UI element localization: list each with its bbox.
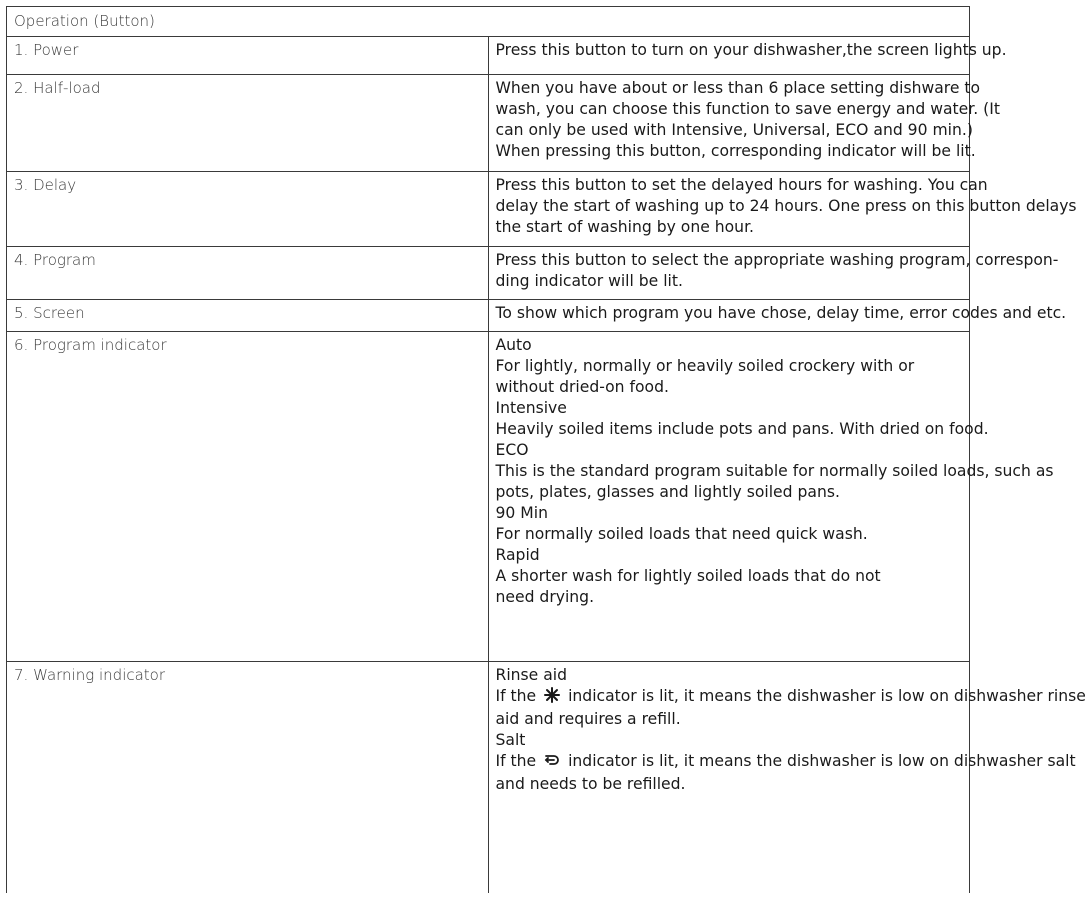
text-line: the start of washing by one hour.	[495, 218, 754, 236]
row-description	[488, 247, 1059, 300]
table-row	[7, 300, 970, 332]
text-fragment: indicator is lit, it means the dishwasher is low on dishwasher rinse	[568, 687, 1086, 705]
text-line: Press this button to turn on your dishwasher,the screen lights up.	[495, 41, 1007, 59]
program-name: Rapid	[495, 546, 540, 564]
row-description	[488, 300, 1067, 332]
table-row	[7, 247, 970, 300]
rinse-aid-icon	[543, 687, 561, 709]
row-description	[488, 37, 1007, 75]
text-line: aid and requires a refill.	[495, 710, 681, 728]
row-description	[488, 75, 1000, 172]
text-line: wash, you can choose this function to save energy and water. (It	[495, 100, 1000, 118]
text-line: This is the standard program suitable for normally soiled loads, such as	[495, 462, 1054, 480]
row-label: 7. Warning indicator	[7, 662, 489, 894]
text-line: without dried-on food.	[495, 378, 669, 396]
row-label: 2. Half-load	[7, 75, 489, 172]
text-fragment: indicator is lit, it means the dishwasher is low on dishwasher salt	[568, 752, 1076, 770]
row-label: 3. Delay	[7, 172, 489, 247]
text-line	[495, 686, 1086, 709]
text-line: When pressing this button, corresponding indicator will be lit.	[495, 142, 976, 160]
text-fragment: If the	[495, 687, 537, 705]
text-line: ding indicator will be lit.	[495, 272, 683, 290]
program-name: 90 Min	[495, 504, 548, 522]
table-header-row	[7, 7, 970, 37]
text-line: For lightly, normally or heavily soiled crockery with or	[495, 357, 915, 375]
table-header: Operation (Button)	[7, 7, 970, 37]
program-name: Intensive	[495, 399, 567, 417]
row-description	[488, 172, 1077, 247]
row-label: 6. Program indicator	[7, 332, 489, 662]
text-line: and needs to be refilled.	[495, 775, 686, 793]
text-line: pots, plates, glasses and lightly soiled pans.	[495, 483, 840, 501]
table-row	[7, 37, 970, 75]
row-label: 1. Power	[7, 37, 489, 75]
row-label: 5. Screen	[7, 300, 489, 332]
table-row	[7, 75, 970, 172]
text-line: Press this button to set the delayed hours for washing. You can	[495, 176, 988, 194]
operation-table	[6, 6, 1086, 893]
row-label: 4. Program	[7, 247, 489, 300]
text-line: For normally soiled loads that need quick wash.	[495, 525, 868, 543]
text-line: delay the start of washing up to 24 hours. One press on this button delays	[495, 197, 1077, 215]
text-fragment: If the	[495, 752, 537, 770]
warning-name: Salt	[495, 731, 526, 749]
text-line: Press this button to select the appropriate washing program, correspon-	[495, 251, 1059, 269]
text-line: A shorter wash for lightly soiled loads that do not	[495, 567, 881, 585]
program-name: Auto	[495, 336, 532, 354]
text-line: When you have about or less than 6 place setting dishware to	[495, 79, 981, 97]
row-description	[488, 332, 1054, 662]
table-row	[7, 662, 970, 894]
program-name: ECO	[495, 441, 529, 459]
warning-name: Rinse aid	[495, 666, 568, 684]
salt-icon	[543, 752, 561, 774]
text-line	[495, 751, 1076, 774]
table-row	[7, 172, 970, 247]
table-row	[7, 332, 970, 662]
text-line: To show which program you have chose, delay time, error codes and etc.	[495, 304, 1067, 322]
text-line: Heavily soiled items include pots and pans. With dried on food.	[495, 420, 989, 438]
text-line: can only be used with Intensive, Universal, ECO and 90 min.)	[495, 121, 973, 139]
row-description	[488, 662, 1086, 894]
text-line: need drying.	[495, 588, 595, 606]
